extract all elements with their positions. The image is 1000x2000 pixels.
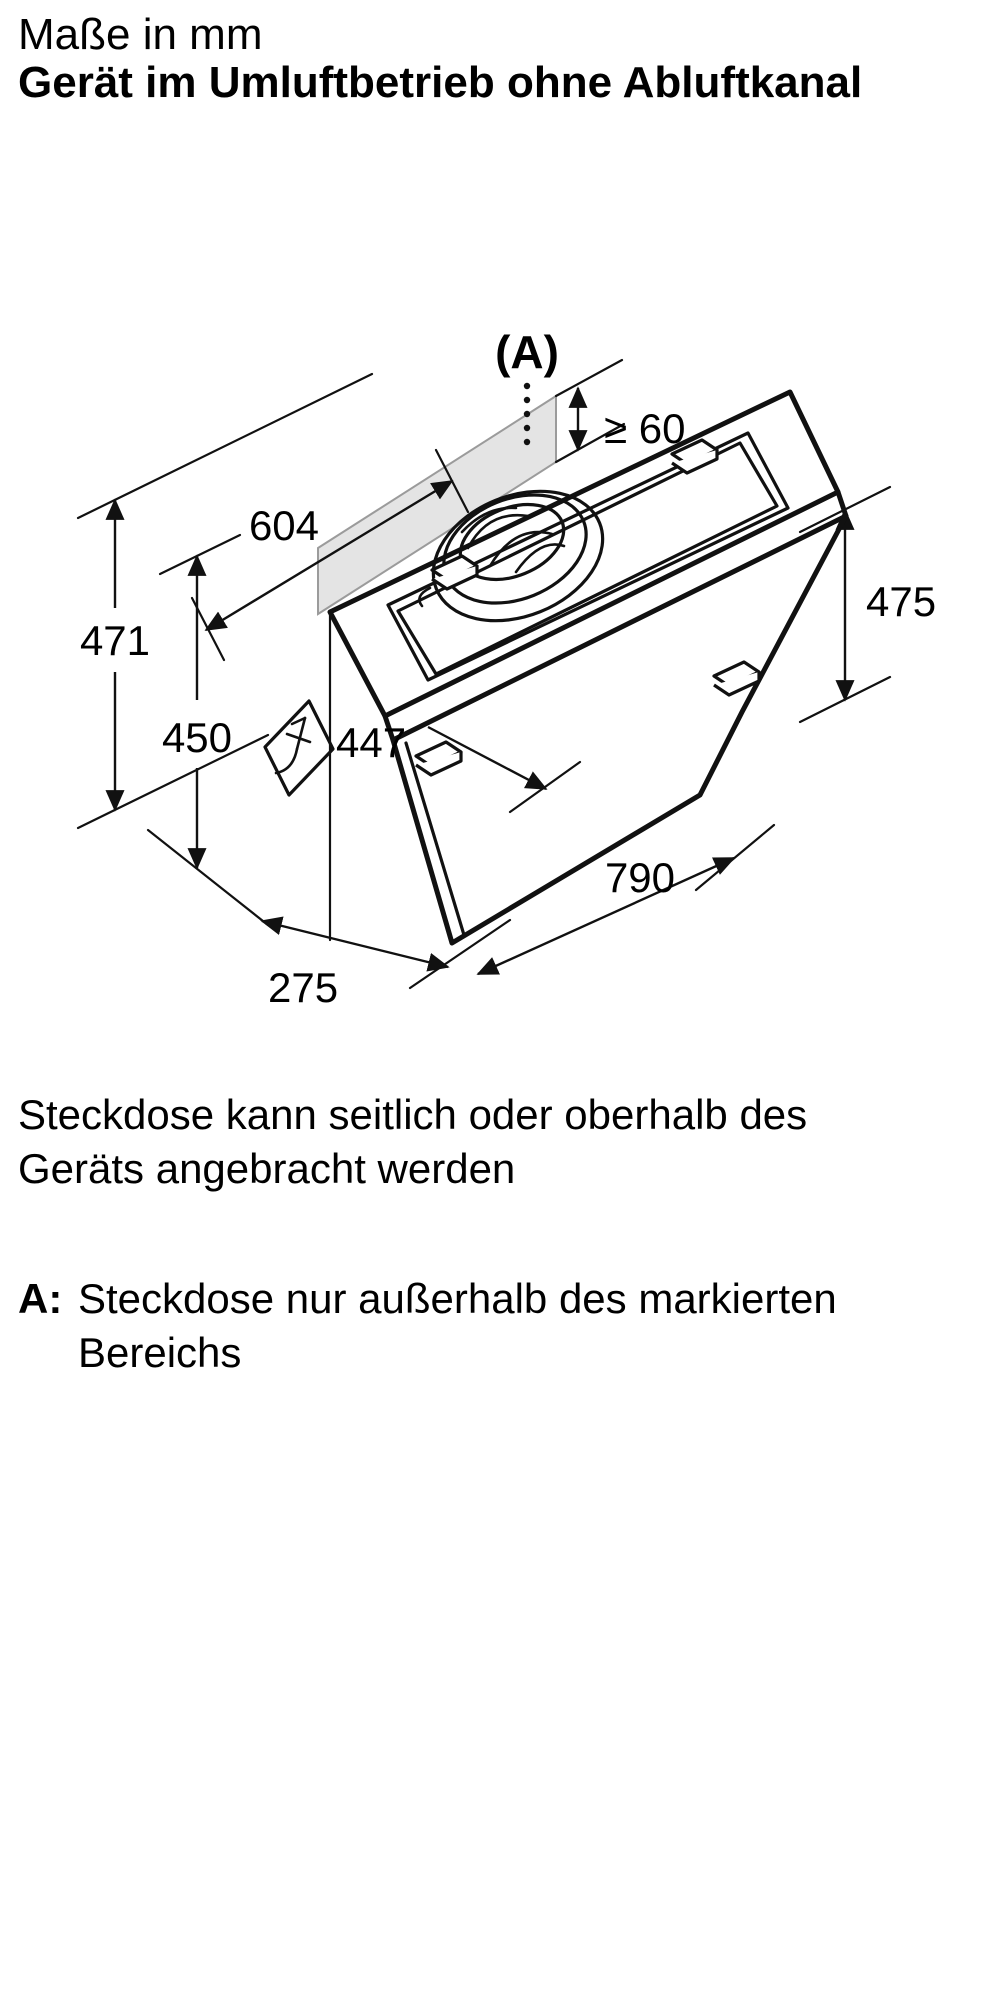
socket-note-line1: Steckdose kann seitlich oder oberhalb des: [18, 1091, 808, 1138]
dim-604-label: 604: [248, 502, 320, 549]
dim-790-label: 790: [604, 854, 676, 901]
socket-note-line2: Geräts angebracht werden: [18, 1145, 516, 1192]
dim-275-label: 275: [268, 964, 339, 1011]
note-a: [18, 1272, 837, 1380]
socket-note: [18, 1088, 807, 1196]
note-a-body: [78, 1272, 837, 1380]
dim-475-label: 475: [866, 578, 937, 625]
marker-a-label: (A): [495, 326, 559, 378]
note-a-line1: Steckdose nur außerhalb des markierten: [78, 1275, 837, 1322]
hood-body: [330, 392, 846, 943]
note-a-prefix: A:: [18, 1275, 63, 1322]
page-title: Gerät im Umluftbetrieb ohne Abluftkanal: [18, 58, 863, 107]
dim-471-label: 471: [79, 617, 151, 664]
power-socket-icon: [265, 701, 333, 795]
dim-min-distance-label: ≥ 60: [604, 405, 686, 452]
dim-450-label: 450: [161, 714, 233, 761]
units-subtitle: Maße in mm: [18, 10, 263, 59]
note-a-line2: Bereichs: [78, 1329, 242, 1376]
dim-447-label: 447: [336, 719, 407, 766]
